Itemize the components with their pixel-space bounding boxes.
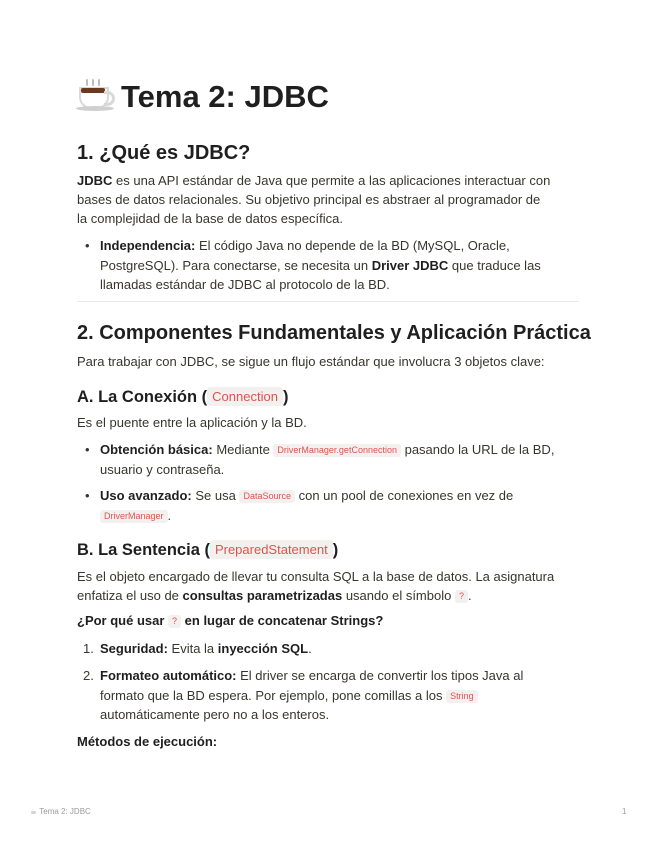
- coffee-cup-icon: [77, 78, 115, 116]
- bullet-icon: •: [85, 488, 90, 503]
- code-question-mark: ?: [168, 615, 181, 628]
- section-1-heading: 1. ¿Qué es JDBC?: [77, 142, 251, 164]
- code-question-mark: ?: [455, 590, 468, 603]
- numbered-item-formateo: 2. Formateo automático: El driver se encarga de convertir los tipos Java al formato que la BD espera. Por ejemplo, pone comillas a los String automáticamente pero no a los enteros.: [83, 668, 524, 722]
- section-a-heading: A. La Conexión ( Connection ): [77, 388, 289, 406]
- bullet-icon: •: [85, 238, 90, 253]
- page-title-text: Tema 2: JDBC: [121, 79, 329, 114]
- section-2-intro: Para trabajar con JDBC, se sigue un flujo estándar que involucra 3 objetos clave:: [77, 354, 545, 369]
- footer-title: ☕ Tema 2: JDBC: [30, 807, 91, 816]
- code-drivermanager-getconnection: DriverManager.getConnection: [273, 444, 401, 457]
- section-b-heading: B. La Sentencia ( PreparedStatement ): [77, 541, 339, 559]
- list-item-independencia: • Independencia: El código Java no depende de la BD (MySQL, Oracle, PostgreSQL). Para conectarse, se necesita un Driver JDBC que traduce las llamadas estándar de JDBC al protocolo de la BD.: [85, 238, 541, 292]
- list-item-uso-avanzado: • Uso avanzado: Se usa DataSource con un pool de conexiones en vez de DriverManager .: [85, 488, 514, 523]
- code-drivermanager: DriverManager: [100, 510, 168, 523]
- page-number: 1: [622, 807, 627, 816]
- code-preparedstatement: PreparedStatement: [210, 540, 333, 559]
- bullet-icon: •: [85, 442, 90, 457]
- why-question: ¿Por qué usar ? en lugar de concatenar Strings?: [77, 613, 384, 628]
- section-1-intro: JDBC es una API estándar de Java que permite a las aplicaciones interactuar con bases de datos relacionales. Su objetivo principal es abstraer al programador de la complejidad de la base de datos específica.: [77, 173, 551, 226]
- divider: [77, 301, 579, 302]
- code-connection: Connection: [207, 387, 283, 406]
- list-item-obtencion: • Obtención básica: Mediante DriverManager.getConnection pasando la URL de la BD, usuario y contraseña.: [85, 442, 555, 477]
- methods-label: Métodos de ejecución:: [77, 734, 218, 749]
- code-datasource: DataSource: [239, 490, 295, 503]
- coffee-cup-icon: ☕: [30, 807, 38, 816]
- code-string: String: [446, 690, 478, 703]
- numbered-item-seguridad: 1. Seguridad: Evita la inyección SQL.: [83, 641, 312, 656]
- page-title: [77, 78, 329, 116]
- section-b-intro: Es el objeto encargado de llevar tu consulta SQL a la base de datos. La asignatura enfatiza el uso de consultas parametrizadas usando el símbolo ? .: [77, 569, 555, 603]
- section-2-heading: 2. Componentes Fundamentales y Aplicación Práctica: [77, 322, 591, 344]
- section-a-intro: Es el puente entre la aplicación y la BD.: [77, 415, 307, 430]
